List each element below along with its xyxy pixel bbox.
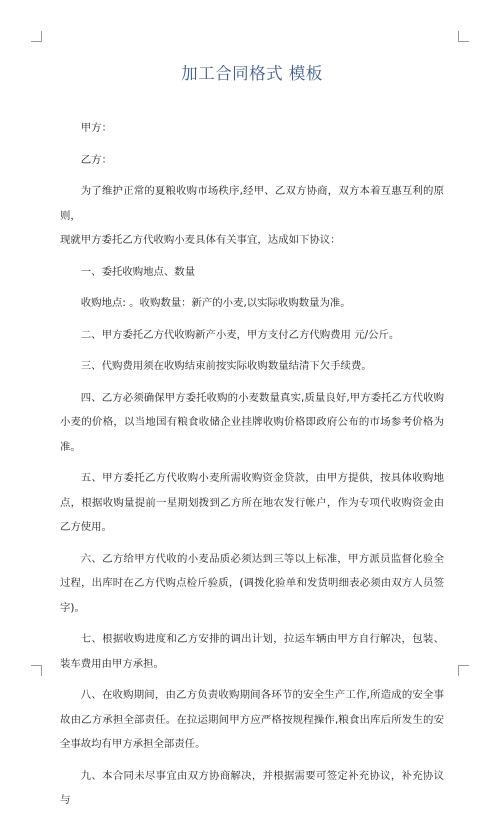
preamble-paragraph: 为了维护正常的夏粮收购市场秩序,经甲、乙双方协商，双方本着互惠互利的原则， [60,185,444,222]
party-b-line: 乙方： [80,153,112,166]
crop-mark-bottom-left [31,665,42,676]
clause-8: 八、在收购期间，由乙方负责收购期间各环节的安全生产工作,所造成的安全事故由乙方承担全部责任。在拉运期间甲方应严格按规程操作,粮食出库后所发生的安全事故均有甲方承担全部责任。 [60,689,444,750]
crop-mark-top-right [458,31,469,42]
clause-7: 七、根据收购进度和乙方安排的调出计划，拉运车辆由甲方自行解决，包装、装车费用由甲方承担。 [60,633,444,670]
clause-3: 三、代购费用须在收购结束前按实际收购数量结清下欠手续费。 [80,360,372,372]
clause-5: 五、甲方委托乙方代收购小麦所需收购资金贷款，由甲方提供，按具体收购地点，根据收购量提前一星期划拨到乙方所在地农发行帐户，作为专项代收购资金由乙方使用。 [60,472,444,533]
clause-4: 四、乙方必须确保甲方委托收购的小麦数量真实,质量良好,甲方委托乙方代收购小麦的价格，以当地国有粮食收储企业挂牌收购价格即政府公布的市场参考价格为准。 [60,391,444,453]
clause-9: 九、本合同未尽事宜由双方协商解决，并根据需要可签定补充协议，补充协议与 [60,769,444,806]
crop-mark-top-left [31,31,42,42]
preamble-continuation: 现就甲方委托乙方代收购小麦具体有关事宜，达成如下协议： [60,234,341,246]
clause-1-heading: 一、委托收购地点、数量 [80,265,196,278]
party-a-line: 甲方： [80,122,112,134]
document-title: 加工合同格式 模板 [181,64,323,83]
crop-mark-bottom-right [458,665,469,676]
clause-2: 二、甲方委托乙方代收购新产小麦，甲方支付乙方代购费用 元/公斤。 [80,328,400,341]
clause-6: 六、乙方给甲方代收的小麦品质必须达到三等以上标准，甲方派员监督化验全过程，出库时在乙方代购点检斤验质，(调拨化验单和发货明细表必须由双方人员签字)。 [60,552,444,614]
document-page [60,62,444,820]
clause-1-detail: 收购地点: 。收购数量：新产的小麦,以实际收购数量为准。 [80,297,351,309]
